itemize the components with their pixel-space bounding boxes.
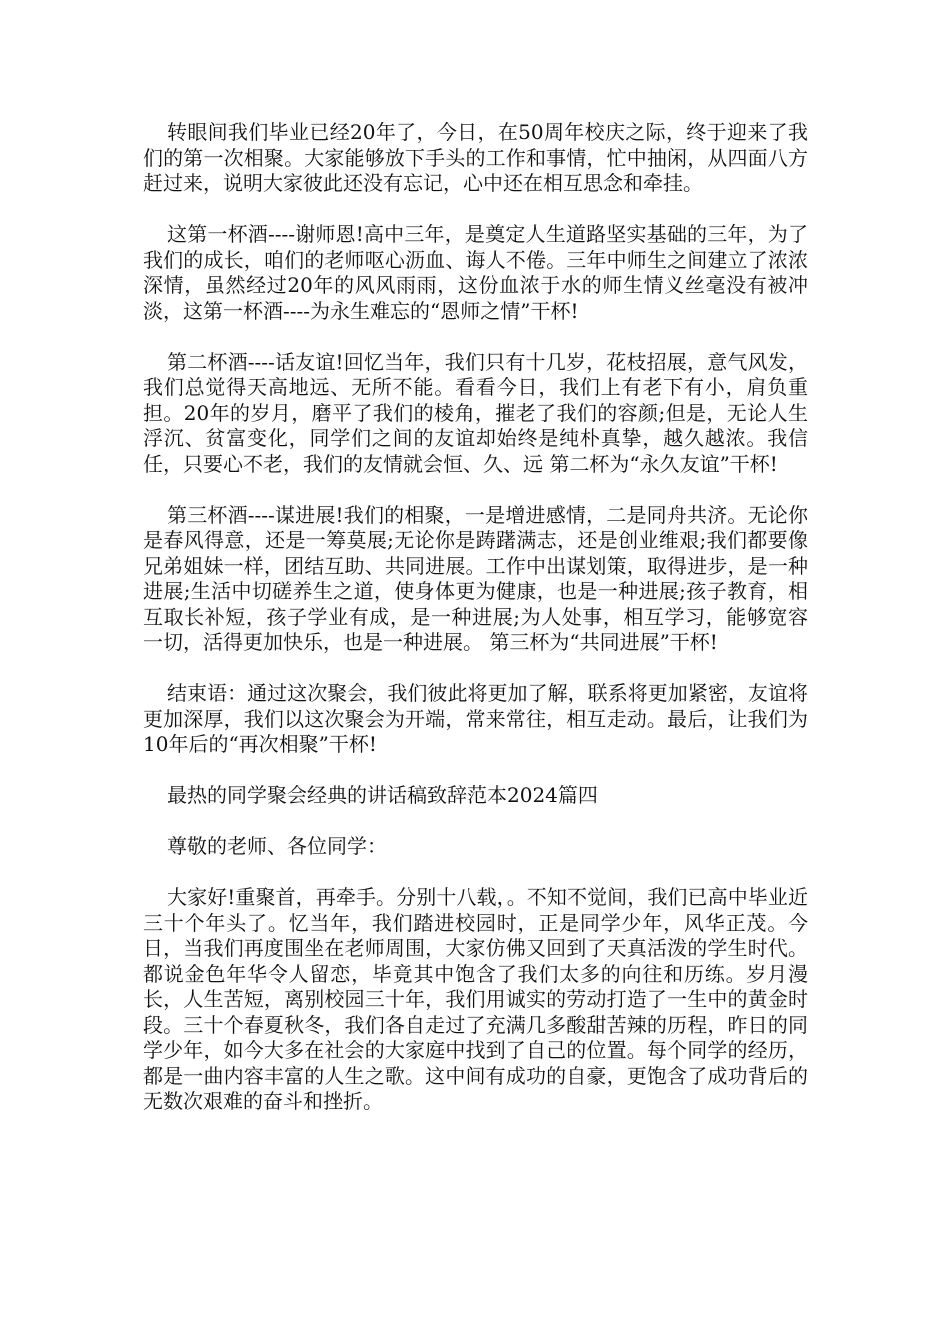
section-title: 最热的同学聚会经典的讲话稿致辞范本2024篇四 — [167, 783, 598, 807]
paragraph-closing: 结束语：通过这次聚会，我们彼此将更加了解，联系将更加紧密，友谊将更加深厚，我们以这次聚会为开端，常来常往，相互走动。最后，让我们为10年后的“再次相聚”干杯! — [143, 681, 808, 756]
salutation: 尊敬的老师、各位同学： — [167, 834, 387, 858]
paragraph-third-toast: 第三杯酒----谋进展!我们的相聚，一是增进感情，二是同舟共济。无论你是春风得意，还是一筹莫展;无论你是踌躇满志，还是创业维艰;我们都要像兄弟姐妹一样，团结互助、共同进展。工作中出谋划策，取得进步，是一种进展;生活中切磋养生之道，使身体更为健康，也是一种进展;孩子教育，相互取长补短，孩子学业有成，是一种进展;为人处事，相互学习，能够宽容一切，活得更加快乐，也是一种进展。 第三杯为“共同进展”干杯! — [143, 502, 808, 654]
paragraph-graduation: 转眼间我们毕业已经20年了，今日，在50周年校庆之际，终于迎来了我们的第一次相聚。大家能够放下手头的工作和事情，忙中抽闲，从四面八方赶过来，说明大家彼此还没有忘记，心中还在相互思念和牵挂。 — [143, 120, 808, 195]
paragraph-first-toast: 这第一杯酒----谢师恩!高中三年，是奠定人生道路坚实基础的三年，为了我们的成长，咱们的老师呕心沥血、诲人不倦。三年中师生之间建立了浓浓深情，虽然经过20年的风风雨雨，这份血浓于水的师生情义丝毫没有被冲淡，这第一杯酒----为永生难忘的“恩师之情”干杯! — [143, 222, 808, 323]
paragraph-reunion: 大家好!重聚首，再牵手。分别十八载，。不知不觉间，我们已高中毕业近三十个年头了。忆当年，我们踏进校园时，正是同学少年，风华正茂。今日，当我们再度围坐在老师周围，大家仿佛又回到了天真活泼的学生时代。都说金色年华令人留恋，毕竟其中饱含了我们太多的向往和历练。岁月漫长，人生苦短，离别校园三十年，我们用诚实的劳动打造了一生中的黄金时段。三十个春夏秋冬，我们各自走过了充满几多酸甜苦辣的历程，昨日的同学少年，如今大多在社会的大家庭中找到了自己的位置。每个同学的经历，都是一曲内容丰富的人生之歌。这中间有成功的自豪，更饱含了成功背后的无数次艰难的奋斗和挫折。 — [143, 885, 808, 1113]
paragraph-second-toast: 第二杯酒----话友谊!回忆当年，我们只有十几岁，花枝招展，意气风发，我们总觉得天高地远、无所不能。看看今日，我们上有老下有小，肩负重担。20年的岁月，磨平了我们的棱角，摧老了我们的容颜;但是，无论人生浮沉、贫富变化，同学们之间的友谊却始终是纯朴真挚，越久越浓。我信任，只要心不老，我们的友情就会恒、久、远 第二杯为“永久友谊”干杯! — [143, 349, 808, 476]
document-page — [143, 120, 808, 1140]
